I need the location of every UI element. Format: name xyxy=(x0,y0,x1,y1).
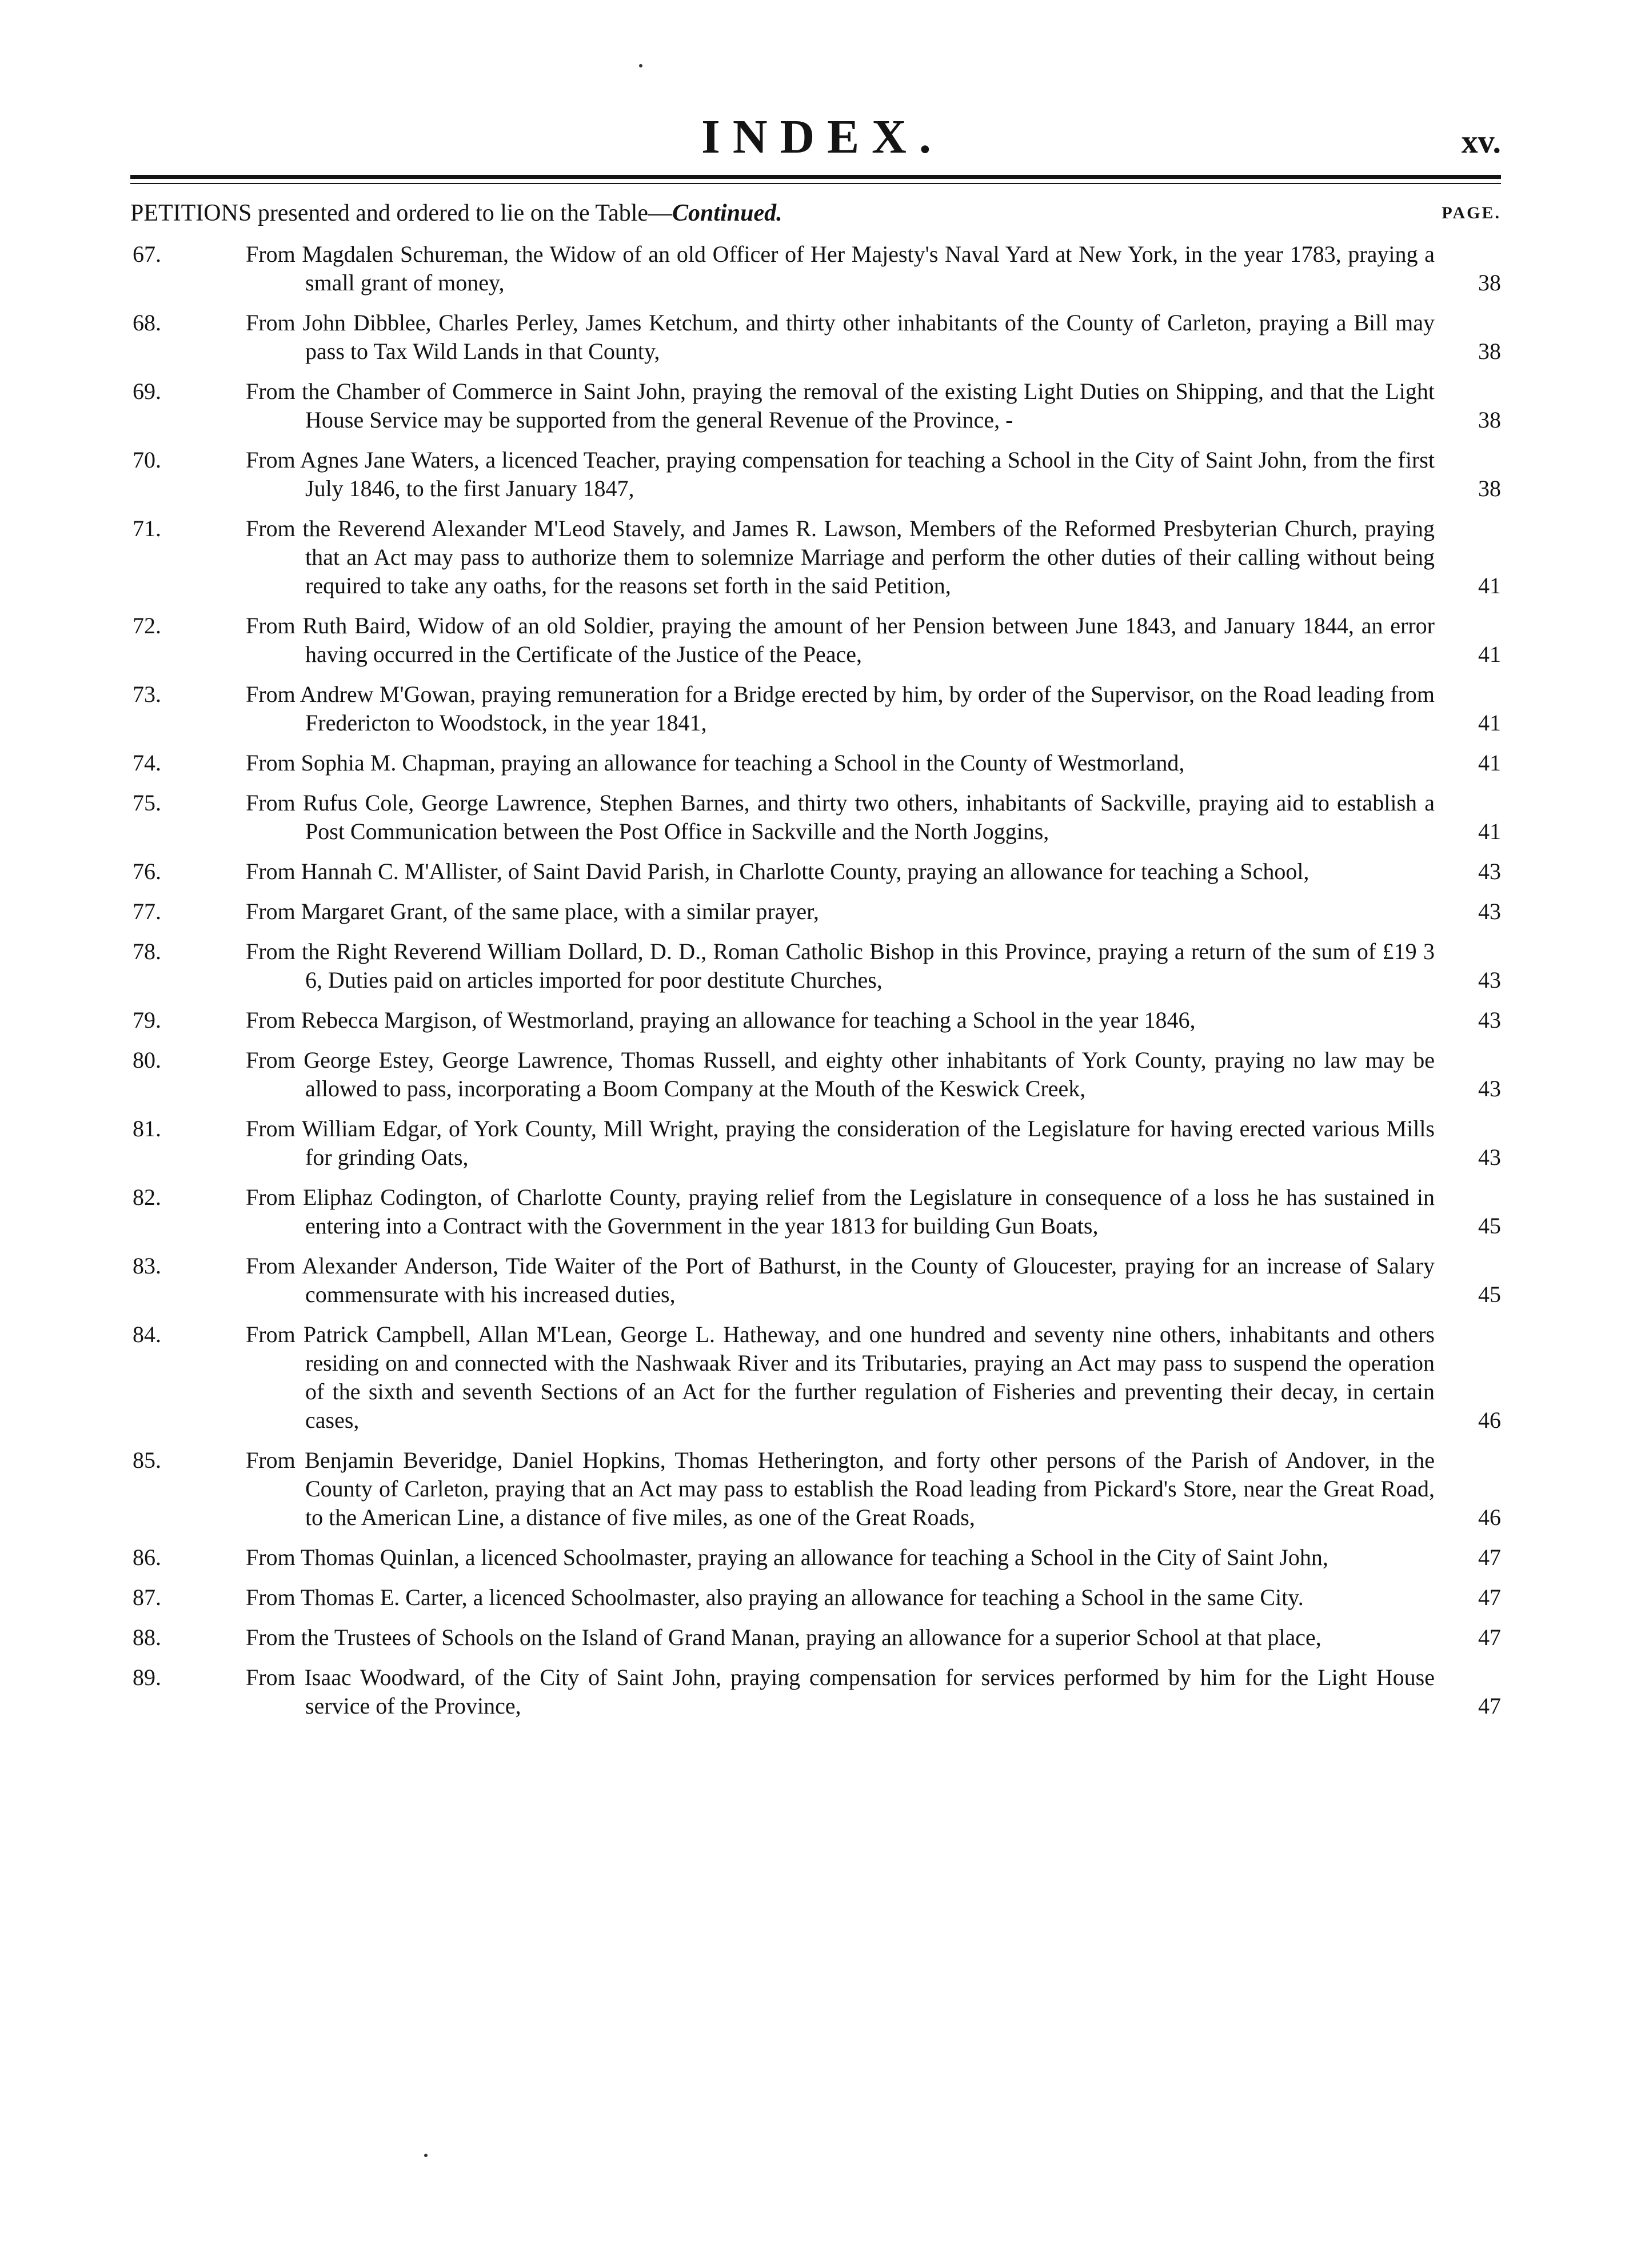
petition-text: From John Dibblee, Charles Perley, James Ketchum, and thirty other inhabitants of the County of Carleton, praying a Bill may pass to Tax Wild Lands in that County, xyxy=(246,310,1435,364)
petition-text: From Rufus Cole, George Lawrence, Stephen Barnes, and thirty two others, inhabitants of Sackville, praying aid to establish a Post Communication between the Post Office in Sackville and the North Joggins, xyxy=(246,790,1435,844)
petition-page-ref: 38 xyxy=(1478,476,1501,501)
petition-text: From Andrew M'Gowan, praying remuneration for a Bridge erected by him, by order of the Supervisor, on the Road leading from Fredericton to Woodstock, in the year 1841, xyxy=(246,681,1435,736)
petition-page-ref: 45 xyxy=(1478,1281,1501,1307)
petition-text: From Isaac Woodward, of the City of Saint John, praying compensation for services performed by him for the Light House service of the Province, xyxy=(246,1664,1435,1719)
petition-entry xyxy=(130,937,1501,995)
petition-text: From Patrick Campbell, Allan M'Lean, George L. Hatheway, and one hundred and seventy nine others, inhabitants and others residing on and connected with the Nashwaak River and its Tributaries, praying an Act may pass to suspend the operation of the sixth and seventh Sections of an Act for the further regulation of Fisheries and preventing their decay, in certain cases, xyxy=(246,1321,1435,1433)
header-rule-thick xyxy=(130,175,1501,179)
petition-text-wrap xyxy=(246,749,1462,777)
petition-entry xyxy=(130,1583,1501,1612)
petition-number: 87. xyxy=(133,1584,161,1610)
petition-page-ref: 43 xyxy=(1478,967,1501,993)
petition-page-ref: 41 xyxy=(1478,710,1501,736)
page-folio: xv. xyxy=(1461,123,1501,160)
petition-text: From the Reverend Alexander M'Leod Stavely, and James R. Lawson, Members of the Reformed Presbyterian Church, praying that an Act may pass to authorize them to solemnize Marriage and perform the other duties of their calling without being required to take any oaths, for the reasons set forth in the said Petition, xyxy=(246,516,1435,598)
petition-number: 81. xyxy=(133,1116,161,1141)
petition-number: 85. xyxy=(133,1447,161,1473)
petition-text-wrap xyxy=(246,1583,1462,1612)
petition-number: 75. xyxy=(133,790,161,816)
petition-entry xyxy=(130,514,1501,600)
petition-entry xyxy=(130,1663,1501,1720)
petition-page-ref: 43 xyxy=(1478,859,1501,884)
petition-number: 73. xyxy=(133,681,161,707)
section-heading-continued: Continued. xyxy=(672,200,782,226)
petition-number: 84. xyxy=(133,1321,161,1347)
petition-number: 71. xyxy=(133,516,161,541)
petition-entry xyxy=(130,749,1501,777)
petition-text-wrap xyxy=(246,937,1462,995)
petition-text: From Rebecca Margison, of Westmorland, praying an allowance for teaching a School in the year 1846, xyxy=(246,1007,1196,1033)
petition-page-ref: 43 xyxy=(1478,1007,1501,1033)
petition-page-ref: 47 xyxy=(1478,1624,1501,1650)
petition-entry xyxy=(130,857,1501,886)
petition-page-ref: 47 xyxy=(1478,1544,1501,1570)
petition-text: From William Edgar, of York County, Mill Wright, praying the consideration of the Legislature for having erected various Mills for grinding Oats, xyxy=(246,1116,1435,1170)
petition-text-wrap xyxy=(246,897,1462,926)
page-column-label: PAGE. xyxy=(1442,203,1501,222)
petition-page-ref: 38 xyxy=(1478,270,1501,296)
petition-page-ref: 46 xyxy=(1478,1504,1501,1530)
petition-text-wrap xyxy=(246,446,1462,503)
petition-text: From Eliphaz Codington, of Charlotte County, praying relief from the Legislature in consequence of a loss he has sustained in entering into a Contract with the Government in the year 1813 for building Gun Boats, xyxy=(246,1184,1435,1239)
petition-number: 67. xyxy=(133,241,161,267)
petition-page-ref: 41 xyxy=(1478,750,1501,776)
petition-number: 78. xyxy=(133,939,161,964)
petition-text-wrap xyxy=(246,1046,1462,1103)
petition-text-wrap xyxy=(246,1623,1462,1652)
petition-number: 89. xyxy=(133,1664,161,1690)
petition-text: From Sophia M. Chapman, praying an allowance for teaching a School in the County of Westmorland, xyxy=(246,750,1185,776)
petition-entry xyxy=(130,1623,1501,1652)
petition-text: From Thomas E. Carter, a licenced Schoolmaster, also praying an allowance for teaching a School in the same City. xyxy=(246,1584,1304,1610)
petition-entry xyxy=(130,1006,1501,1035)
petition-number: 82. xyxy=(133,1184,161,1210)
page-title: INDEX. xyxy=(701,110,944,163)
petition-number: 74. xyxy=(133,750,161,776)
petition-list xyxy=(130,240,1501,1732)
petition-number: 72. xyxy=(133,613,161,638)
petition-text-wrap xyxy=(246,1663,1462,1720)
petition-page-ref: 41 xyxy=(1478,641,1501,667)
petition-text: From the Chamber of Commerce in Saint John, praying the removal of the existing Light Duties on Shipping, and that the Light House Service may be supported from the general Revenue of the Province, - xyxy=(246,378,1435,433)
petition-text: From Alexander Anderson, Tide Waiter of the Port of Bathurst, in the County of Gloucester, praying for an increase of Salary commensurate with his increased duties, xyxy=(246,1253,1435,1307)
petition-text: From Hannah C. M'Allister, of Saint David Parish, in Charlotte County, praying an allowance for teaching a School, xyxy=(246,859,1309,884)
petition-text-wrap xyxy=(246,240,1462,297)
petition-text: From Agnes Jane Waters, a licenced Teacher, praying compensation for teaching a School in the City of Saint John, from the first July 1846, to the first January 1847, xyxy=(246,447,1435,501)
petition-text: From Thomas Quinlan, a licenced Schoolmaster, praying an allowance for teaching a School in the City of Saint John, xyxy=(246,1544,1328,1570)
petition-text-wrap xyxy=(246,309,1462,366)
ink-speck xyxy=(639,64,642,67)
petition-page-ref: 38 xyxy=(1478,407,1501,433)
petition-text-wrap xyxy=(246,680,1462,737)
petition-entry xyxy=(130,789,1501,846)
petition-page-ref: 45 xyxy=(1478,1213,1501,1239)
petition-text: From the Trustees of Schools on the Island of Grand Manan, praying an allowance for a superior School at that place, xyxy=(246,1624,1321,1650)
petition-text-wrap xyxy=(246,1320,1462,1435)
petition-page-ref: 41 xyxy=(1478,818,1501,844)
petition-entry xyxy=(130,240,1501,297)
petition-entry xyxy=(130,446,1501,503)
petition-entry xyxy=(130,1115,1501,1172)
petition-text: From Benjamin Beveridge, Daniel Hopkins, Thomas Hetherington, and forty other persons of the Parish of Andover, in the County of Carleton, praying that an Act may pass to establish the Road leading from Pickard's Store, near the Great Road, to the American Line, a distance of five miles, as one of the Great Roads, xyxy=(246,1447,1435,1530)
petition-number: 83. xyxy=(133,1253,161,1279)
petition-text-wrap xyxy=(246,1543,1462,1572)
petition-text-wrap xyxy=(246,1252,1462,1309)
petition-text: From Margaret Grant, of the same place, with a similar prayer, xyxy=(246,899,819,924)
petition-text: From Ruth Baird, Widow of an old Soldier, praying the amount of her Pension between June 1843, and January 1844, an error having occurred in the Certificate of the Justice of the Peace, xyxy=(246,613,1435,667)
petition-number: 76. xyxy=(133,859,161,884)
ink-speck xyxy=(424,2154,428,2157)
petition-text-wrap xyxy=(246,1183,1462,1240)
petition-entry xyxy=(130,680,1501,737)
section-heading xyxy=(130,193,1501,233)
petition-text-wrap xyxy=(246,377,1462,434)
petition-page-ref: 43 xyxy=(1478,1144,1501,1170)
petition-page-ref: 46 xyxy=(1478,1407,1501,1433)
petition-text-wrap xyxy=(246,612,1462,669)
petition-text-wrap xyxy=(246,1446,1462,1532)
petition-number: 80. xyxy=(133,1047,161,1073)
petition-text-wrap xyxy=(246,857,1462,886)
petition-entry xyxy=(130,1320,1501,1435)
petition-text-wrap xyxy=(246,789,1462,846)
petition-number: 68. xyxy=(133,310,161,336)
running-head xyxy=(0,109,1645,166)
section-heading-text: PETITIONS presented and ordered to lie on the Table— xyxy=(130,200,673,226)
petition-text: From George Estey, George Lawrence, Thomas Russell, and eighty other inhabitants of York County, praying no law may be allowed to pass, incorporating a Boom Company at the Mouth of the Keswick Creek, xyxy=(246,1047,1435,1101)
petition-entry xyxy=(130,377,1501,434)
petition-page-ref: 38 xyxy=(1478,338,1501,364)
petition-number: 88. xyxy=(133,1624,161,1650)
header-rule-thin xyxy=(130,183,1501,184)
petition-entry xyxy=(130,897,1501,926)
petition-number: 69. xyxy=(133,378,161,404)
petition-entry xyxy=(130,309,1501,366)
petition-entry xyxy=(130,1543,1501,1572)
petition-page-ref: 41 xyxy=(1478,573,1501,598)
petition-text-wrap xyxy=(246,514,1462,600)
petition-page-ref: 47 xyxy=(1478,1584,1501,1610)
petition-text-wrap xyxy=(246,1115,1462,1172)
petition-entry xyxy=(130,1183,1501,1240)
petition-page-ref: 47 xyxy=(1478,1693,1501,1719)
petition-entry xyxy=(130,612,1501,669)
petition-number: 86. xyxy=(133,1544,161,1570)
petition-number: 79. xyxy=(133,1007,161,1033)
petition-number: 77. xyxy=(133,899,161,924)
petition-text: From Magdalen Schureman, the Widow of an old Officer of Her Majesty's Naval Yard at New York, in the year 1783, praying a small grant of money, xyxy=(246,241,1435,296)
petition-entry xyxy=(130,1252,1501,1309)
petition-page-ref: 43 xyxy=(1478,899,1501,924)
petition-text: From the Right Reverend William Dollard, D. D., Roman Catholic Bishop in this Province, praying a return of the sum of £19 3 6, Duties paid on articles imported for poor destitute Churches, xyxy=(246,939,1435,993)
petition-page-ref: 43 xyxy=(1478,1076,1501,1101)
petition-number: 70. xyxy=(133,447,161,473)
petition-entry xyxy=(130,1446,1501,1532)
petition-entry xyxy=(130,1046,1501,1103)
petition-text-wrap xyxy=(246,1006,1462,1035)
